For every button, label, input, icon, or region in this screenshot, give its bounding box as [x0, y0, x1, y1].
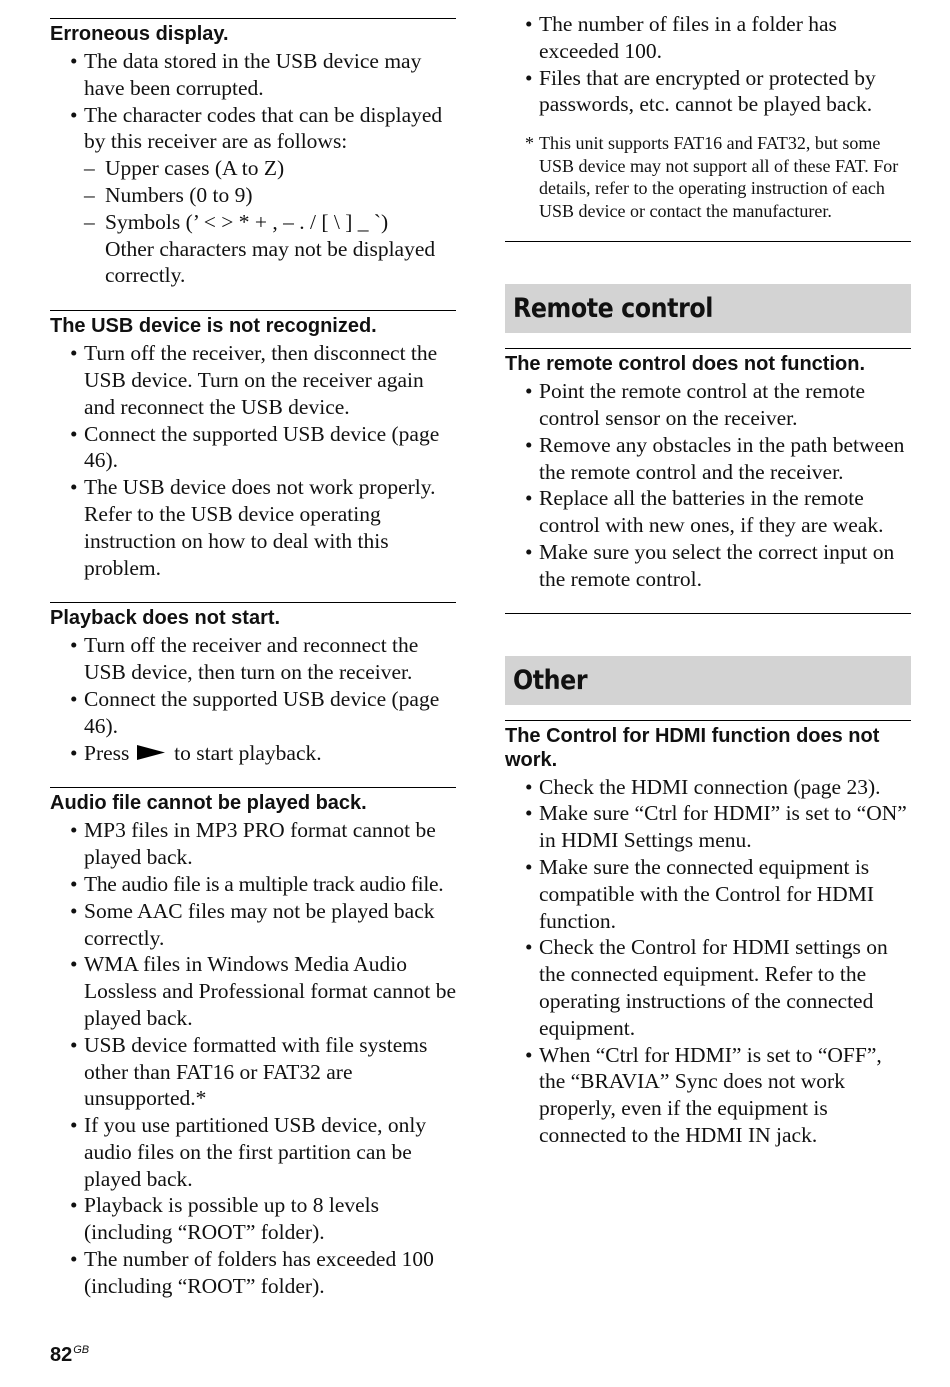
- list-item: [50, 102, 456, 290]
- list-item: • Some AAC files may not be played back correctly.: [50, 898, 456, 952]
- list-item: • When “Ctrl for HDMI” is set to “OFF”, the “BRAVIA” Sync does not work properly, even if the equipment is connected to the HDMI IN jack.: [505, 1042, 911, 1149]
- list-item: • Files that are encrypted or protected by passwords, etc. cannot be played back.: [505, 65, 911, 119]
- bullet-list: [50, 632, 456, 766]
- list-item: • If you use partitioned USB device, only audio files on the first partition can be played back.: [50, 1112, 456, 1192]
- bullet-list: [50, 340, 456, 581]
- section-heading: The remote control does not function.: [505, 353, 865, 376]
- list-item: • Make sure the connected equipment is compatible with the Control for HDMI function.: [505, 854, 911, 934]
- list-item: • Playback is possible up to 8 levels (including “ROOT” folder).: [50, 1192, 456, 1246]
- list-item: • Remove any obstacles in the path between the remote control and the receiver.: [505, 432, 911, 486]
- list-item: • Turn off the receiver and reconnect the USB device, then turn on the receiver.: [50, 632, 456, 686]
- list-item: • The number of folders has exceeded 100 (including “ROOT” folder).: [50, 1246, 456, 1300]
- section-heading: The Control for HDMI function does not work.: [505, 724, 880, 771]
- left-column: [50, 0, 456, 1300]
- footnote: [505, 132, 911, 222]
- list-item: • Check the Control for HDMI settings on the connected equipment. Refer to the operating instructions of the connected equipment.: [505, 934, 911, 1041]
- banner-title: Remote control: [513, 293, 713, 325]
- section-banner-other: [505, 656, 911, 705]
- section-hdmi-control: [505, 720, 911, 1149]
- list-item: • The number of files in a folder has exceeded 100.: [505, 11, 911, 65]
- dash-item: – Symbols (’ < > * + , – . / [ \ ] _ `): [84, 209, 456, 236]
- section-usb-not-recognized: [50, 310, 456, 581]
- footnote-text: This unit supports FAT16 and FAT32, but some USB device may not support all of these FAT. For details, refer to the operating instruction of each USB device or contact the manufacturer.: [539, 133, 899, 221]
- section-heading: Erroneous display.: [50, 23, 229, 45]
- page-number-suffix: GB: [73, 1344, 90, 1356]
- list-item-text: The character codes that can be displayed by this receiver are as follows:: [84, 102, 443, 154]
- dash-list: [84, 155, 456, 235]
- list-item: • Turn off the receiver, then disconnect the USB device. Turn on the receiver again and reconnect the USB device.: [50, 340, 456, 420]
- section-heading: The USB device is not recognized.: [50, 315, 377, 338]
- section-erroneous-display: [50, 18, 456, 289]
- page-number-value: 82: [50, 1344, 73, 1366]
- dash-item: – Numbers (0 to 9): [84, 182, 456, 209]
- section-playback-not-start: [50, 602, 456, 766]
- list-item: • Make sure you select the correct input on the remote control.: [505, 539, 911, 593]
- dash-note: Other characters may not be displayed correctly.: [105, 236, 436, 288]
- bullet-list: [505, 774, 911, 1149]
- page-number: [50, 1344, 89, 1367]
- play-icon: [137, 745, 165, 760]
- list-item: • The audio file is a multiple track audio file.: [50, 871, 456, 898]
- dash-item: – Upper cases (A to Z): [84, 155, 456, 182]
- section-remote-not-function: [505, 348, 911, 592]
- list-item: • WMA files in Windows Media Audio Lossless and Professional format cannot be played back.: [50, 951, 456, 1031]
- right-column: [505, 0, 911, 1149]
- section-heading: Audio file cannot be played back.: [50, 792, 367, 815]
- continued-bullet-list: [505, 11, 911, 118]
- list-item: • MP3 files in MP3 PRO format cannot be played back.: [50, 817, 456, 871]
- list-item: • Connect the supported USB device (page 46).: [50, 686, 456, 740]
- divider: [505, 613, 911, 614]
- list-item: • Check the HDMI connection (page 23).: [505, 774, 911, 801]
- section-audio-file: [50, 787, 456, 1299]
- divider: [505, 241, 911, 242]
- press-label: Press: [84, 740, 130, 765]
- list-item: • Make sure “Ctrl for HDMI” is set to “ON” in HDMI Settings menu.: [505, 800, 911, 854]
- list-item: [50, 740, 456, 767]
- list-item: • USB device formatted with file systems other than FAT16 or FAT32 are unsupported.*: [50, 1032, 456, 1112]
- list-item: • The USB device does not work properly. Refer to the USB device operating instruction on how to deal with this problem.: [50, 474, 456, 581]
- bullet-list: [505, 378, 911, 592]
- list-item: • Connect the supported USB device (page 46).: [50, 421, 456, 475]
- footnote-mark: *: [525, 133, 534, 154]
- banner-title: Other: [513, 664, 588, 696]
- press-suffix: to start playback.: [174, 740, 322, 765]
- list-item: • Point the remote control at the remote control sensor on the receiver.: [505, 378, 911, 432]
- list-item: • Replace all the batteries in the remote control with new ones, if they are weak.: [505, 485, 911, 539]
- section-banner-remote-control: [505, 284, 911, 333]
- section-heading: Playback does not start.: [50, 607, 281, 630]
- list-item: • The data stored in the USB device may have been corrupted.: [50, 48, 456, 102]
- bullet-list: [50, 48, 456, 289]
- bullet-list: [50, 817, 456, 1299]
